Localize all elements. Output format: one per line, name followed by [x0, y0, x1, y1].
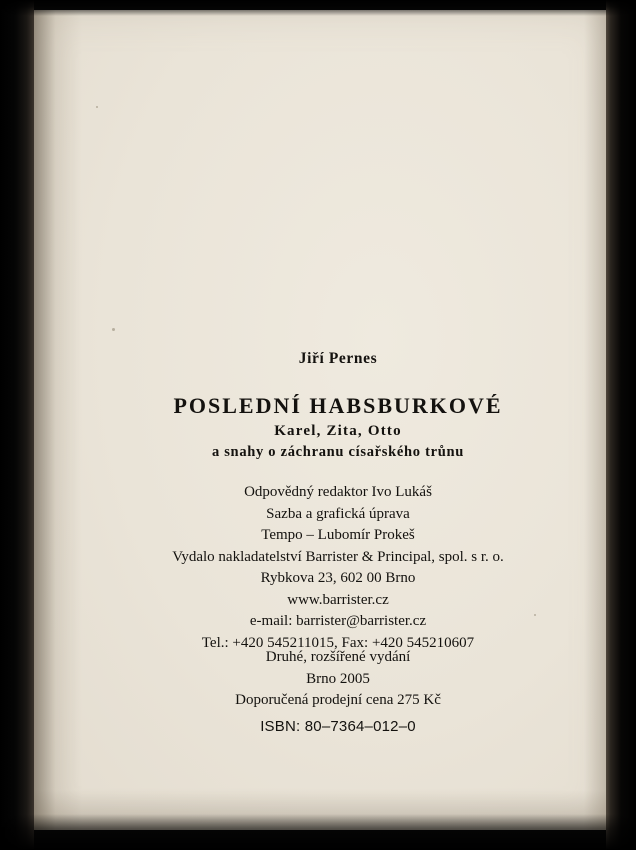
edition-line: Druhé, rozšířené vydání: [265, 649, 411, 665]
book-subtitle: Karel, Zita, Otto: [274, 423, 402, 439]
imprint-block: [82, 482, 594, 654]
publisher-website: www.barrister.cz: [287, 591, 389, 608]
imprint-line: Rybkova 23, 602 00 Brno: [260, 570, 416, 586]
book-title: POSLEDNÍ HABSBURKOVÉ: [173, 393, 503, 418]
imprint-line: Sazba a grafická úprava: [266, 505, 410, 522]
scan-bottom-edge: [0, 814, 636, 850]
imprint-line: Tempo – Lubomír Prokeš: [261, 527, 415, 543]
imprint-line: Vydalo nakladatelství Barrister & Principal, spol. s r. o.: [172, 548, 504, 565]
page-gutter-shadow: [34, 10, 82, 830]
place-year-line: Brno 2005: [306, 670, 370, 687]
scan-right-edge: [606, 0, 636, 850]
imprint-line: Odpovědný redaktor Ivo Lukáš: [244, 484, 432, 500]
publisher-email: e-mail: barrister@barrister.cz: [249, 613, 427, 629]
paper-page: [34, 10, 610, 830]
book-subtitle-secondary: a snahy o záchranu císařského trůnu: [211, 444, 465, 460]
scan-top-edge: [0, 0, 636, 16]
colophon-text-block: [82, 10, 594, 830]
price-line: Doporučená prodejní cena 275 Kč: [235, 692, 441, 708]
edition-block: [82, 647, 594, 712]
scan-left-edge: [0, 0, 34, 850]
publisher-phone-fax: Tel.: +420 545211015, Fax: +420 545210607: [201, 634, 475, 651]
isbn-line: ISBN: 80–7364–012–0: [260, 718, 416, 735]
author-name: Jiří Pernes: [298, 350, 378, 367]
